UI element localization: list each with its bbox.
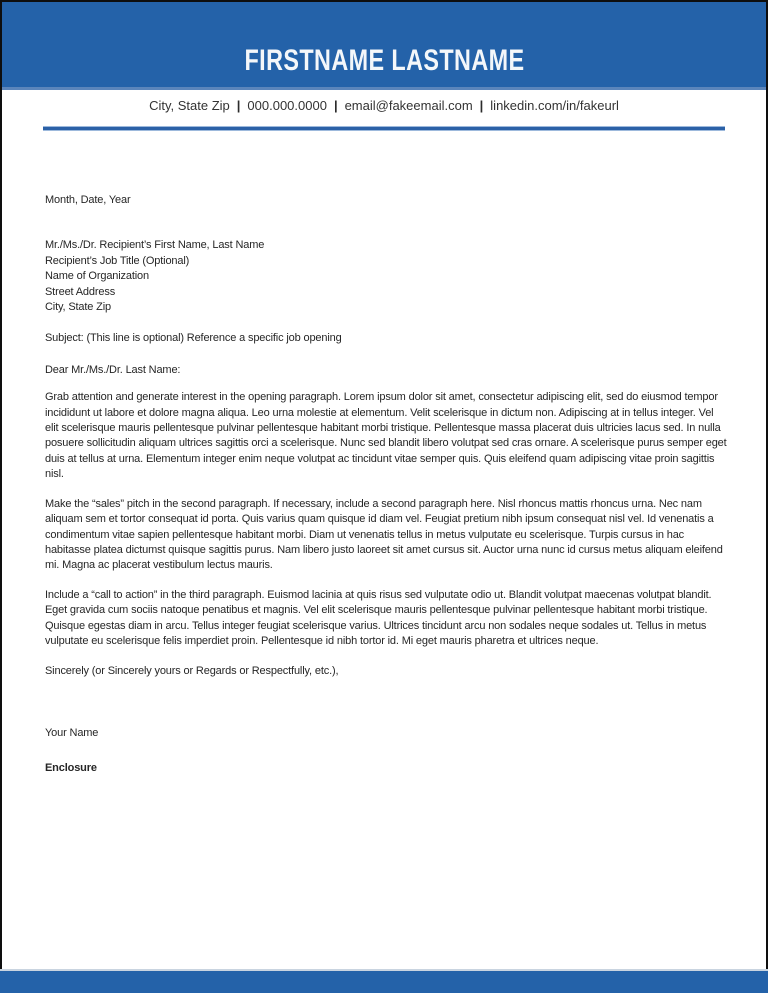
letter-paragraph-opening: Grab attention and generate interest in the opening paragraph. Lorem ipsum dolor sit amet, consectetur adipiscing elit, sed do eiusmod tempor incididunt ut labore et dolore magna aliqua. Leo urna molestie at elementum. Velit scelerisque in dictum non. Adipiscing at in tellus integer. Vel elit scelerisque mauris pellentesque pulvinar pellentesque habitant morbi tristique. Pellentesque massa placerat duis ultricies lacus sed. In nulla posuere sollicitudin aliquam ultrices sagittis orci a scelerisque. Nunc sed blandit libero volutpat sed cras ornare. A scelerisque purus semper eget duis at tellus at urna. Elementum integer enim neque volutpat ac tincidunt vitae semper quis. Quis eleifend quam adipiscing vitae proin sagittis nisl. xyxy=(45,391,727,481)
contact-email: email@fakeemail.com xyxy=(344,98,473,113)
signature-name: Your Name xyxy=(45,726,99,739)
letter-date: Month, Date, Year xyxy=(45,194,131,206)
contact-phone: 000.000.0000 xyxy=(247,98,327,113)
pipe-separator: | xyxy=(236,98,241,113)
subject-line: Subject: (This line is optional) Reference a specific job opening xyxy=(45,332,342,345)
pipe-separator: | xyxy=(333,98,338,113)
header-band xyxy=(0,0,768,90)
contact-bar xyxy=(0,98,768,114)
header-divider xyxy=(43,126,725,131)
enclosure-label: Enclosure xyxy=(45,762,97,775)
salutation-line: Dear Mr./Ms./Dr. Last Name: xyxy=(45,363,181,376)
candidate-name-text: FIRSTNAME LASTNAME xyxy=(243,44,524,77)
recipient-line-name: Mr./Ms./Dr. Recipient’s First Name, Last Name xyxy=(45,239,265,252)
closing-line: Sincerely (or Sincerely yours or Regards or Respectfully, etc.), xyxy=(45,665,339,678)
recipient-line-job-title: Recipient’s Job Title (Optional) xyxy=(45,254,190,267)
contact-linkedin: linkedin.com/in/fakeurl xyxy=(490,98,619,113)
recipient-line-organization: Name of Organization xyxy=(45,270,149,283)
footer-band xyxy=(0,969,768,993)
contact-location: City, State Zip xyxy=(149,98,230,113)
recipient-line-street: Street Address xyxy=(45,285,116,298)
letter-paragraph-call-to-action: Include a “call to action” in the third paragraph. Euismod lacinia at quis risus sed vulputate odio ut. Blandit volutpat maecenas volutpat blandit. Eget gravida cum sociis natoque penatibus et magnis. Vel elit scelerisque mauris pellentesque pulvinar pellentesque habitant morbi tristique. Quisque egestas diam in arcu. Tellus integer feugiat scelerisque varius. Ultrices tincidunt arcu non sodales neque sodales ut. Tellus in metus vulputate eu scelerisque felis imperdiet proin. Pellentesque id nibh tortor id. Mi eget mauris pharetra et ultrices neque. xyxy=(45,588,712,647)
page-title xyxy=(205,46,564,87)
letter-paragraph-sales-pitch: Make the “sales” pitch in the second paragraph. If necessary, include a second paragraph here. Nisl rhoncus mattis rhoncus urna. Nec nam aliquam sem et tortor consequat id porta. Quis varius quam quisque id diam vel. Feugiat pretium nibh ipsum consequat nisl vel. Id venenatis a condimentum vitae sapien pellentesque habitant morbi. Diam ut venenatis tellus in metus vulputate eu scelerisque. Turpis cursus in hac habitasse platea dictumst quisque sagittis purus. Nam libero justo laoreet sit amet cursus sit. Auctor urna nunc id cursus metus aliquam eleifend mi. Magna ac placerat vestibulum lectus mauris. xyxy=(45,497,723,572)
pipe-separator: | xyxy=(479,98,484,113)
letter-body xyxy=(0,193,768,777)
recipient-block xyxy=(45,238,727,315)
recipient-line-city: City, State Zip xyxy=(45,301,112,314)
